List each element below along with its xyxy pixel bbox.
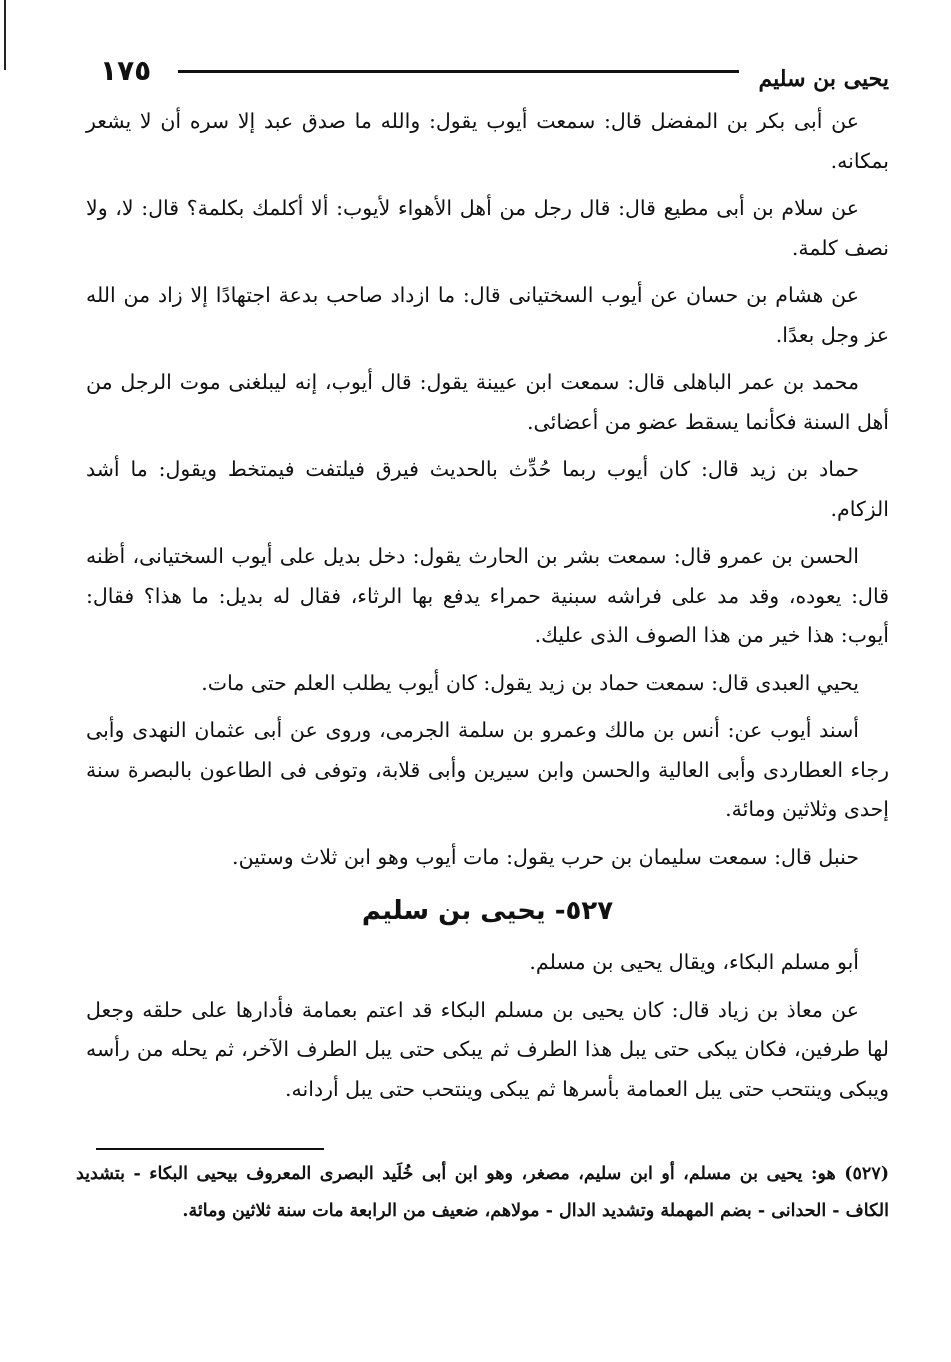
page-header — [100, 52, 889, 98]
entry-paragraph: عن معاذ بن زياد قال: كان يحيى بن مسلم البكاء قد اعتم بعمامة فأدارها على حلقه وجعل لها طرفين، فكان يبكى حتى يبل هذا الطرف ثم يبكى حتى يبل الطرف الآخر، ثم يحله من رأسه ويبكى وينتحب حتى يبل العمامة بأسرها ثم يبكى وينتحب حتى يبل أردانه. — [86, 997, 889, 1101]
main-text — [86, 102, 889, 1117]
footnote-rule — [96, 1148, 324, 1150]
header-rule — [178, 70, 739, 73]
paragraph: عن هشام بن حسان عن أيوب السختيانى قال: ما ازداد صاحب بدعة اجتهادًا إلا زاد من الله عز وجل بعدًا. — [86, 283, 889, 347]
paragraph: الحسن بن عمرو قال: سمعت بشر بن الحارث يقول: دخل بديل على أيوب السختيانى، أظنه قال: يعوده، وقد مد على فراشه سبنية حمراء يدفع بها الرثاء، فقال له بديل: ما هذا؟ فقال: أيوب: هذا خير من هذا الصوف الذى عليك. — [86, 544, 889, 647]
page-number: ١٧٥ — [100, 54, 152, 87]
paragraph: يحيي العبدى قال: سمعت حماد بن زيد يقول: كان أيوب يطلب العلم حتى مات. — [201, 670, 859, 695]
paragraph: حنبل قال: سمعت سليمان بن حرب يقول: مات أيوب وهو ابن ثلاث وستين. — [232, 844, 859, 869]
entry-title: ٥٢٧- يحيى بن سليم — [361, 896, 614, 926]
entry-paragraph: أبو مسلم البكاء، ويقال يحيى بن مسلم. — [529, 950, 859, 974]
running-head: يحيى بن سليم — [758, 66, 889, 92]
scan-edge-mark — [4, 0, 6, 70]
paragraph: عن سلام بن أبى مطيع قال: قال رجل من أهل الأهواء لأيوب: ألا أكلمك بكلمة؟ قال: لا، ولا نصف كلمة. — [86, 196, 889, 260]
footnote: (٥٢٧) هو: يحيى بن مسلم، أو ابن سليم، مصغر، وهو ابن أبى خُلَيد البصرى المعروف بيحيى البكاء - بتشديد الكاف - الحدانى - بضم المهملة وتشديد الدال - مولاهم، ضعيف من الرابعة مات سنة ثلاثين ومائة. — [76, 1164, 889, 1221]
paragraph: حماد بن زيد قال: كان أيوب ربما حُدِّث بالحديث فيرق فيلتفت فيمتخط ويقول: ما أشد الزكام. — [86, 457, 889, 521]
paragraph: أسند أيوب عن: أنس بن مالك وعمرو بن سلمة الجرمى، وروى عن أبى عثمان النهدى وأبى رجاء العطاردى وأبى العالية والحسن وابن سيرين وأبى قلابة، وتوفى فى الطاعون بالبصرة سنة إحدى وثلاثين ومائة. — [86, 718, 889, 821]
paragraph: محمد بن عمر الباهلى قال: سمعت ابن عيينة يقول: قال أيوب، إنه ليبلغنى موت الرجل من أهل السنة فكأنما يسقط عضو من أعضائى. — [86, 370, 889, 434]
paragraph: عن أبى بكر بن المفضل قال: سمعت أيوب يقول: والله ما صدق عبد إلا سره أن لا يشعر بمكانه. — [86, 109, 889, 173]
